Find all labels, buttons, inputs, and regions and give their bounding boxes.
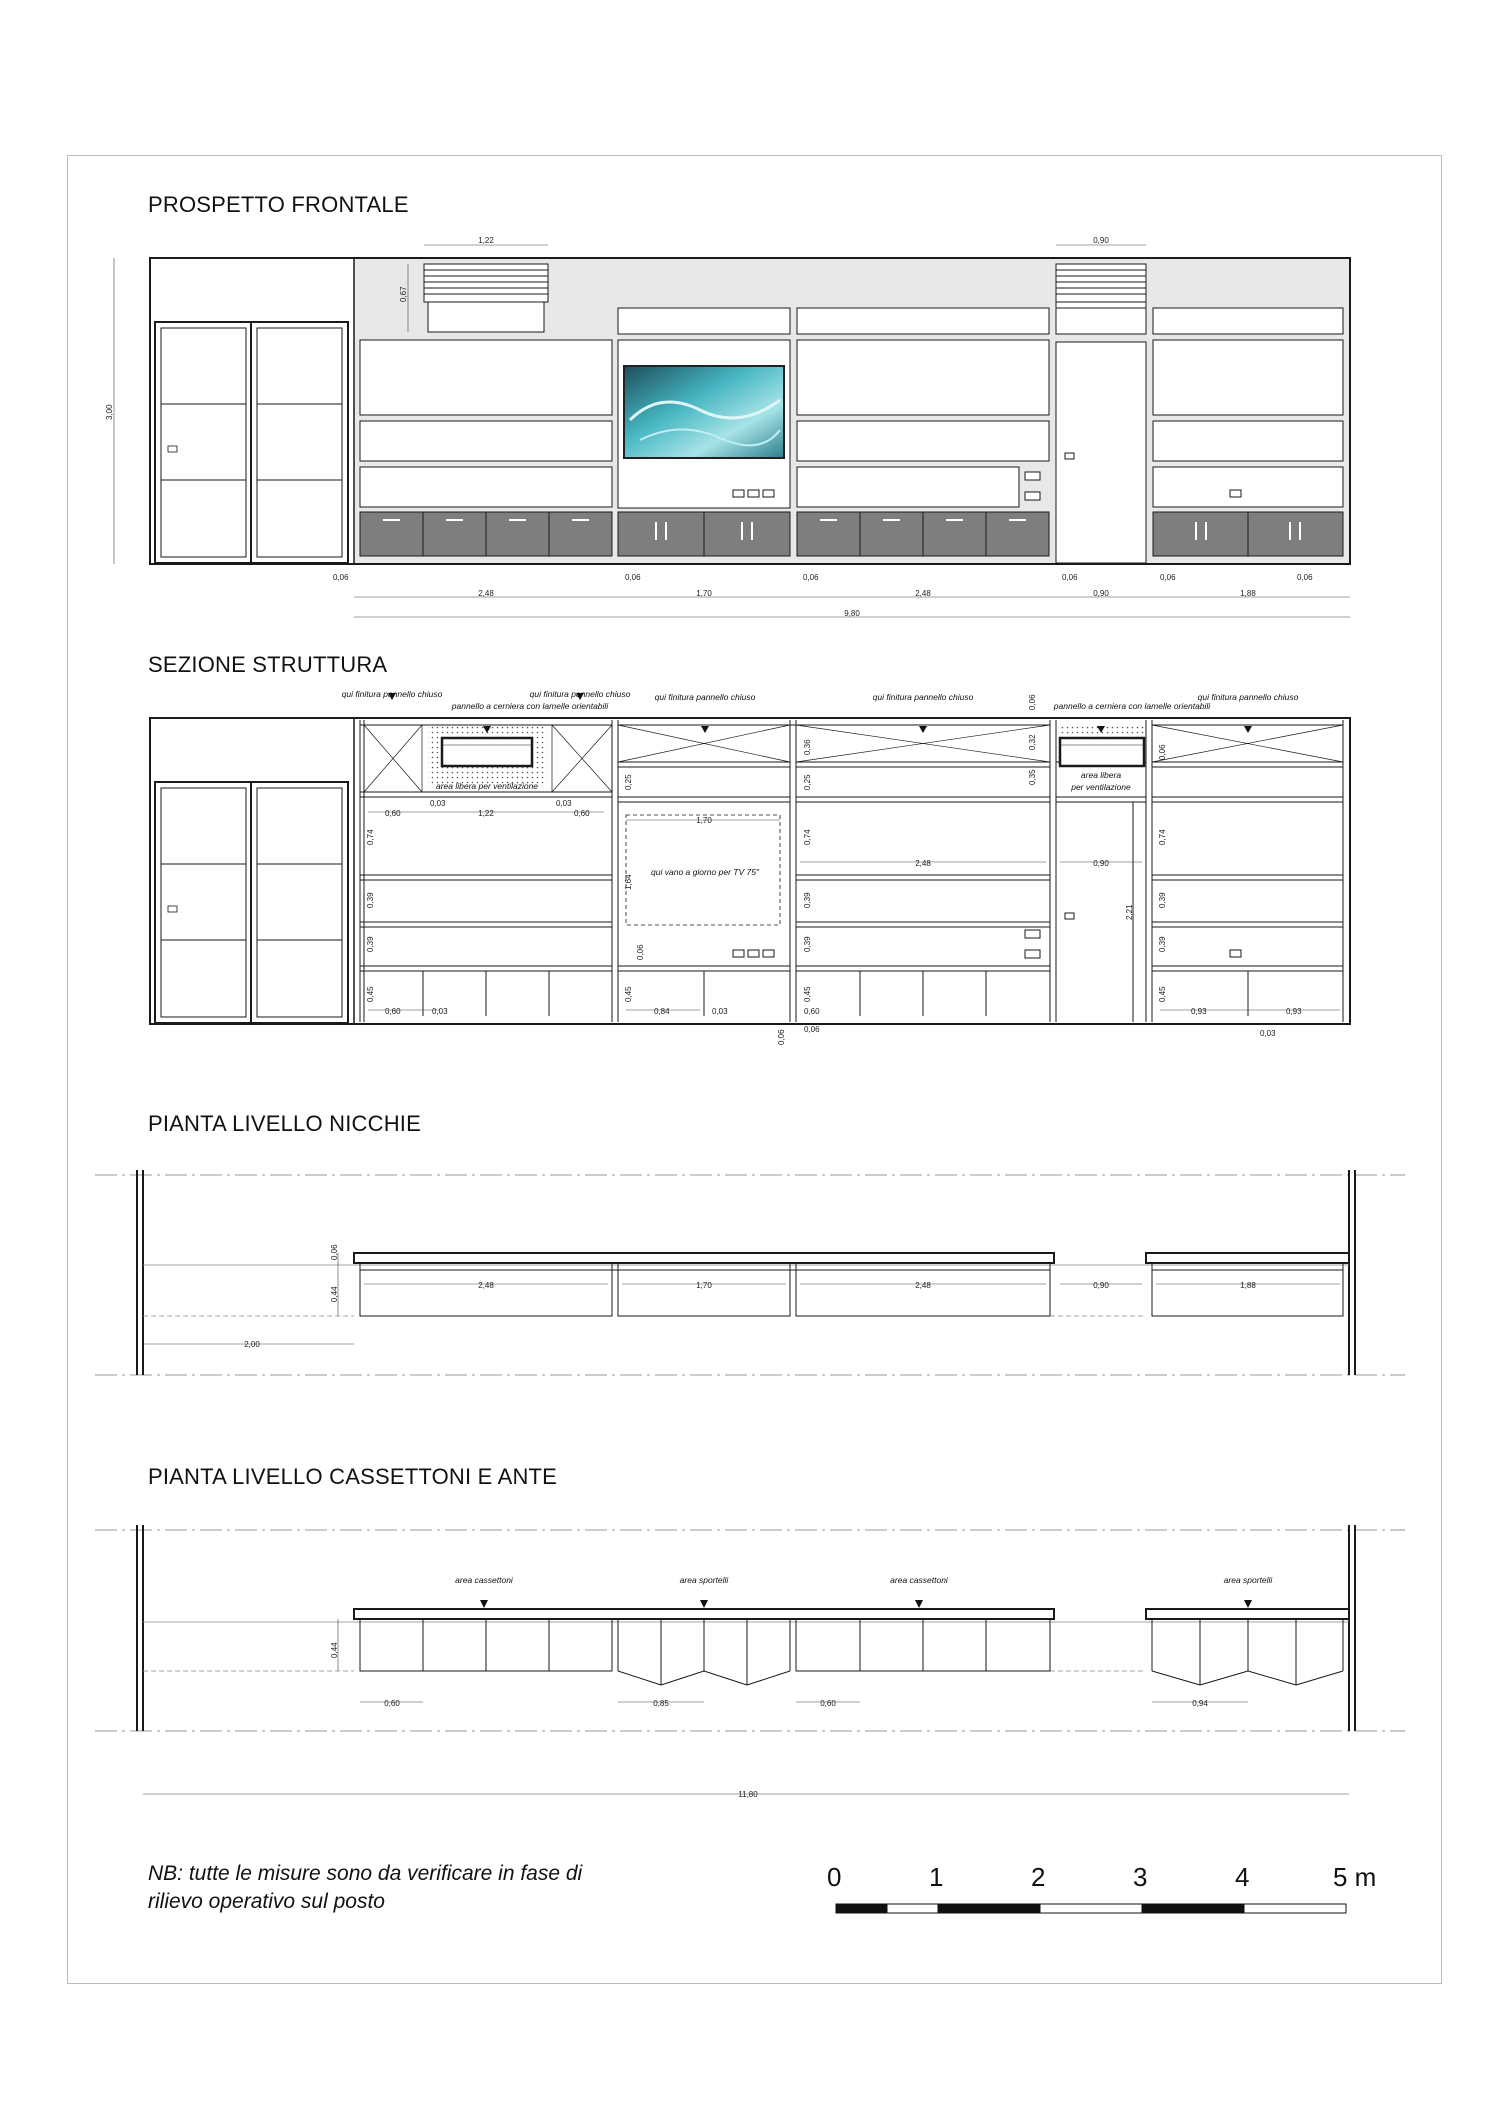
svg-text:2,00: 2,00	[244, 1340, 260, 1349]
svg-text:0,93: 0,93	[1191, 1007, 1207, 1016]
svg-text:0,06: 0,06	[1028, 694, 1037, 710]
svg-text:0,94: 0,94	[1192, 1699, 1208, 1708]
scale-label-0: 0	[827, 1862, 842, 1892]
svg-text:0,84: 0,84	[654, 1007, 670, 1016]
svg-text:qui finitura pannello chiuso: qui finitura pannello chiuso	[872, 692, 974, 702]
svg-text:1,22: 1,22	[478, 236, 494, 245]
svg-text:0,60: 0,60	[820, 1699, 836, 1708]
svg-text:per ventilazione: per ventilazione	[1071, 782, 1131, 792]
section-left-door	[155, 782, 348, 1023]
section-hinged-vent-left	[428, 725, 546, 785]
svg-text:area sportelli: area sportelli	[1223, 1575, 1273, 1585]
svg-text:0,45: 0,45	[366, 986, 375, 1002]
svg-text:0,25: 0,25	[803, 774, 812, 790]
scale-label-2: 2	[1031, 1862, 1046, 1892]
svg-text:0,25: 0,25	[624, 774, 633, 790]
scale-bar	[836, 1904, 1346, 1913]
svg-text:0,03: 0,03	[712, 1007, 728, 1016]
svg-text:0,03: 0,03	[1260, 1029, 1276, 1038]
svg-text:0,39: 0,39	[803, 936, 812, 952]
scale-label-3: 3	[1133, 1862, 1148, 1892]
drawer-plan	[95, 1525, 1405, 1794]
svg-text:0,03: 0,03	[430, 799, 446, 808]
svg-text:0,60: 0,60	[574, 809, 590, 818]
svg-text:0,90: 0,90	[1093, 1281, 1109, 1290]
svg-text:1,70: 1,70	[696, 589, 712, 598]
svg-text:0,45: 0,45	[1158, 986, 1167, 1002]
svg-text:2,48: 2,48	[478, 589, 494, 598]
svg-text:area cassettoni: area cassettoni	[455, 1575, 513, 1585]
svg-text:0,60: 0,60	[385, 809, 401, 818]
svg-text:area libera per ventilazione: area libera per ventilazione	[435, 781, 539, 791]
svg-text:0,03: 0,03	[432, 1007, 448, 1016]
svg-text:2,48: 2,48	[478, 1281, 494, 1290]
module-a-panels	[360, 340, 612, 556]
door-module	[1056, 308, 1146, 563]
svg-text:0,74: 0,74	[366, 829, 375, 845]
svg-text:0,39: 0,39	[366, 892, 375, 908]
svg-text:0,06: 0,06	[1062, 573, 1078, 582]
nb-line-1: NB: tutte le misure sono da verificare in fase di	[148, 1862, 583, 1885]
front-elevation	[114, 245, 1350, 617]
svg-text:0,85: 0,85	[653, 1699, 669, 1708]
svg-text:0,32: 0,32	[1028, 734, 1037, 750]
svg-text:1,88: 1,88	[1240, 1281, 1256, 1290]
svg-text:0,39: 0,39	[1158, 892, 1167, 908]
svg-text:qui vano a giorno per TV 75": qui vano a giorno per TV 75"	[651, 867, 759, 877]
svg-text:0,45: 0,45	[624, 986, 633, 1002]
vent-grille-left	[424, 264, 548, 332]
left-double-door	[155, 322, 348, 563]
svg-text:0,06: 0,06	[636, 944, 645, 960]
svg-text:2,48: 2,48	[915, 1281, 931, 1290]
svg-text:1,70: 1,70	[696, 1281, 712, 1290]
svg-text:0,44: 0,44	[330, 1642, 339, 1658]
svg-text:0,06: 0,06	[1297, 573, 1313, 582]
svg-text:2,48: 2,48	[915, 859, 931, 868]
svg-text:1,64: 1,64	[624, 874, 633, 890]
svg-text:0,67: 0,67	[399, 286, 408, 302]
svg-text:0,90: 0,90	[1093, 236, 1109, 245]
svg-text:area cassettoni: area cassettoni	[890, 1575, 948, 1585]
module-c-panels	[1153, 308, 1343, 556]
svg-text:0,06: 0,06	[1160, 573, 1176, 582]
structure-section	[150, 693, 1350, 1024]
svg-text:0,06: 0,06	[803, 573, 819, 582]
svg-text:0,90: 0,90	[1093, 859, 1109, 868]
nb-line-2: rilievo operativo sul posto	[148, 1890, 385, 1913]
svg-text:1,88: 1,88	[1240, 589, 1256, 598]
tv-module	[618, 308, 790, 556]
scale-label-1: 1	[929, 1862, 944, 1892]
svg-text:3,00: 3,00	[105, 404, 114, 420]
title-drawer-plan: PIANTA LIVELLO CASSETTONI E ANTE	[148, 1464, 558, 1489]
svg-text:pannello a cerniera con lamell: pannello a cerniera con lamelle orientabili	[1053, 701, 1211, 711]
svg-text:qui finitura pannello chiuso: qui finitura pannello chiuso	[529, 689, 631, 699]
title-structure-section: SEZIONE STRUTTURA	[148, 652, 388, 677]
svg-text:0,60: 0,60	[384, 1699, 400, 1708]
svg-text:1,22: 1,22	[478, 809, 494, 818]
svg-text:0,39: 0,39	[803, 892, 812, 908]
svg-text:qui finitura pannello chiuso: qui finitura pannello chiuso	[341, 689, 443, 699]
title-front-elevation: PROSPETTO FRONTALE	[148, 192, 409, 217]
svg-text:0,36: 0,36	[803, 739, 812, 755]
scale-label-5m: 5 m	[1333, 1862, 1377, 1892]
nb-note	[148, 1860, 582, 1916]
niche-plan	[95, 1170, 1405, 1375]
svg-text:0,06: 0,06	[777, 1029, 786, 1045]
svg-text:area sportelli: area sportelli	[679, 1575, 729, 1585]
scale-label-4: 4	[1235, 1862, 1250, 1892]
svg-text:0,03: 0,03	[556, 799, 572, 808]
svg-text:1,70: 1,70	[696, 816, 712, 825]
svg-text:0,45: 0,45	[803, 986, 812, 1002]
svg-text:9,80: 9,80	[844, 609, 860, 618]
svg-text:area libera: area libera	[1080, 770, 1122, 780]
module-b-panels	[797, 308, 1049, 556]
svg-text:0,06: 0,06	[625, 573, 641, 582]
svg-text:0,93: 0,93	[1286, 1007, 1302, 1016]
svg-text:qui finitura pannello chiuso: qui finitura pannello chiuso	[654, 692, 756, 702]
svg-text:0,06: 0,06	[1158, 744, 1167, 760]
svg-text:0,39: 0,39	[1158, 936, 1167, 952]
svg-text:0,06: 0,06	[804, 1025, 820, 1034]
svg-text:0,06: 0,06	[333, 573, 349, 582]
svg-text:0,39: 0,39	[366, 936, 375, 952]
svg-text:0,74: 0,74	[1158, 829, 1167, 845]
svg-text:2,21: 2,21	[1125, 904, 1134, 920]
svg-text:qui finitura pannello chiuso: qui finitura pannello chiuso	[1197, 692, 1299, 702]
svg-text:0,35: 0,35	[1028, 769, 1037, 785]
svg-text:0,74: 0,74	[803, 829, 812, 845]
svg-text:0,44: 0,44	[330, 1286, 339, 1302]
svg-text:11,80: 11,80	[738, 1790, 758, 1799]
svg-text:0,60: 0,60	[385, 1007, 401, 1016]
svg-text:0,60: 0,60	[804, 1007, 820, 1016]
svg-text:0,06: 0,06	[330, 1244, 339, 1260]
title-niche-plan: PIANTA LIVELLO NICCHIE	[148, 1111, 421, 1136]
svg-text:2,48: 2,48	[915, 589, 931, 598]
svg-text:0,90: 0,90	[1093, 589, 1109, 598]
svg-text:pannello a cerniera con lamell: pannello a cerniera con lamelle orientabili	[451, 701, 609, 711]
